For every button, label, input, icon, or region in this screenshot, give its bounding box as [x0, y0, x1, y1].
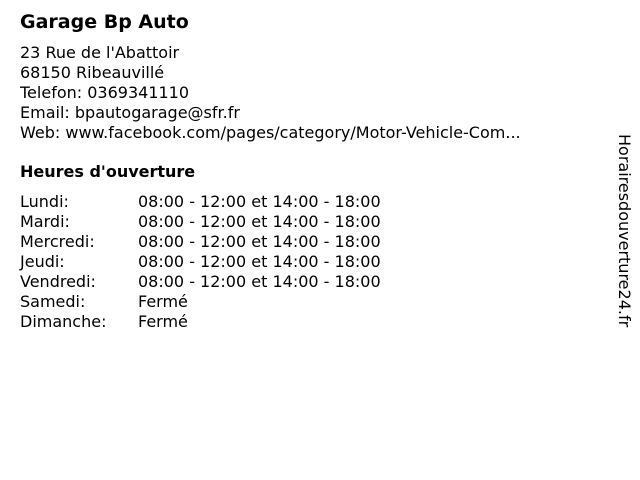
phone-label: Telefon: — [20, 83, 83, 102]
opening-hours-heading: Heures d'ouverture — [20, 162, 196, 181]
day-label: Vendredi: — [20, 272, 96, 291]
hours-row-vendredi — [20, 272, 600, 292]
address-city: 68150 Ribeauvillé — [20, 63, 165, 82]
hours-row-jeudi — [20, 252, 600, 272]
hours-row-dimanche — [20, 312, 600, 332]
day-hours: 08:00 - 12:00 et 14:00 - 18:00 — [138, 252, 381, 271]
email-label: Email: — [20, 103, 70, 122]
day-hours: 08:00 - 12:00 et 14:00 - 18:00 — [138, 212, 381, 231]
hours-row-mercredi — [20, 232, 600, 252]
business-card — [20, 10, 600, 332]
day-hours: 08:00 - 12:00 et 14:00 - 18:00 — [138, 232, 381, 251]
day-label: Dimanche: — [20, 312, 107, 331]
site-watermark — [612, 134, 634, 344]
phone-line — [20, 83, 600, 103]
day-label: Mardi: — [20, 212, 70, 231]
day-label: Samedi: — [20, 292, 86, 311]
web-line — [20, 123, 600, 143]
phone-link[interactable]: 0369341110 — [87, 83, 190, 102]
email-link[interactable]: bpautogarage@sfr.fr — [74, 103, 240, 122]
hours-row-lundi — [20, 192, 600, 212]
day-label: Lundi: — [20, 192, 69, 211]
watermark-text: Horairesdouverture24.fr — [615, 134, 634, 328]
hours-row-samedi — [20, 292, 600, 312]
hours-row-mardi — [20, 212, 600, 232]
address-street: 23 Rue de l'Abattoir — [20, 43, 180, 62]
email-line — [20, 103, 600, 123]
web-link[interactable]: www.facebook.com/pages/category/Motor-Vehicle-Com... — [65, 123, 521, 142]
day-label: Mercredi: — [20, 232, 95, 251]
opening-hours-table — [20, 192, 600, 332]
day-hours: Fermé — [138, 312, 188, 331]
day-hours: Fermé — [138, 292, 188, 311]
web-label: Web: — [20, 123, 61, 142]
day-label: Jeudi: — [20, 252, 65, 271]
day-hours: 08:00 - 12:00 et 14:00 - 18:00 — [138, 272, 381, 291]
business-name: Garage Bp Auto — [20, 11, 189, 33]
day-hours: 08:00 - 12:00 et 14:00 - 18:00 — [138, 192, 381, 211]
